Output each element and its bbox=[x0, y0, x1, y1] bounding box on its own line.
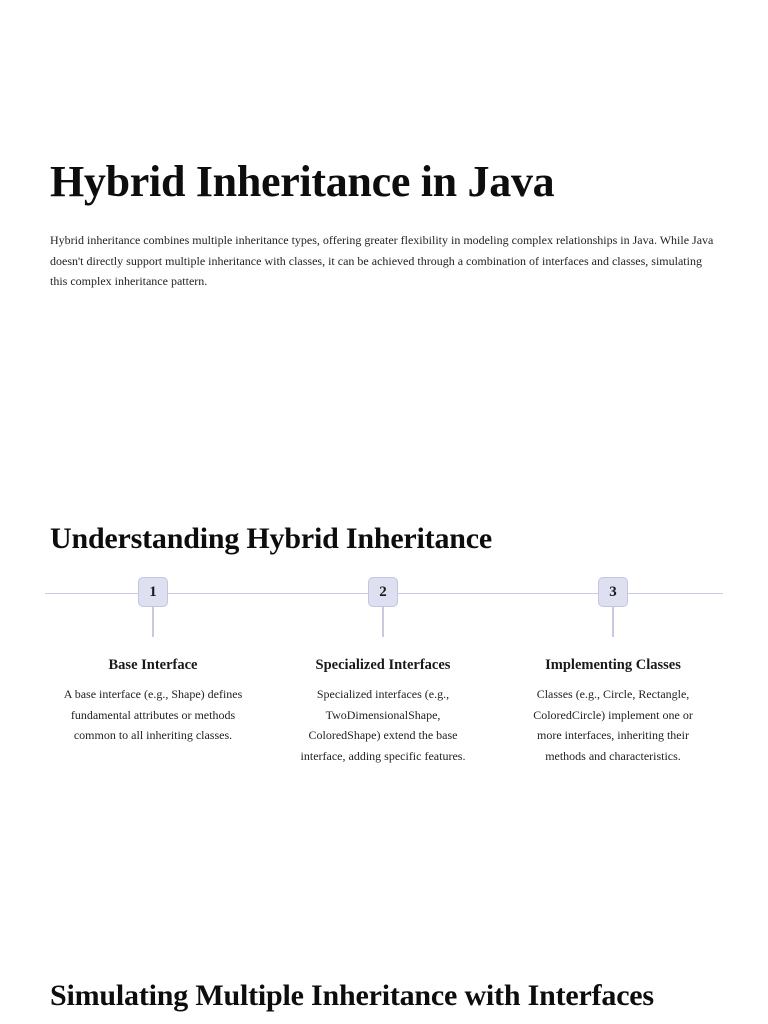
step-connector bbox=[612, 607, 614, 637]
step-description: A base interface (e.g., Shape) defines fundamental attributes or methods common to all inheriting classes. bbox=[63, 687, 243, 743]
intro-paragraph: Hybrid inheritance combines multiple inheritance types, offering greater flexibility in modeling complex relationships in Java. While Java doesn't directly support multiple inheritance with classes, it can be achieved through a combination of interfaces and classes, simulating this complex inheritance pattern. bbox=[50, 233, 714, 288]
step-number-badge: 2 bbox=[368, 577, 398, 607]
step-number-badge: 3 bbox=[598, 577, 628, 607]
step-connector bbox=[152, 607, 154, 637]
step-description: Specialized interfaces (e.g., TwoDimensionalShape, ColoredShape) extend the base interface, adding specific features. bbox=[300, 687, 466, 763]
section-title-simulating: Simulating Multiple Inheritance with Interfaces bbox=[50, 979, 654, 1012]
step-description: Classes (e.g., Circle, Rectangle, ColoredCircle) implement one or more interfaces, inheriting their methods and characteristics. bbox=[533, 687, 693, 763]
step-connector bbox=[382, 607, 384, 637]
step-title: Base Interface bbox=[108, 657, 198, 673]
page-title: Hybrid Inheritance in Java bbox=[50, 157, 555, 206]
step-number-badge: 1 bbox=[138, 577, 168, 607]
step-title: Specialized Interfaces bbox=[315, 657, 451, 673]
step-title: Implementing Classes bbox=[545, 657, 681, 673]
section-title-understanding: Understanding Hybrid Inheritance bbox=[50, 522, 492, 555]
